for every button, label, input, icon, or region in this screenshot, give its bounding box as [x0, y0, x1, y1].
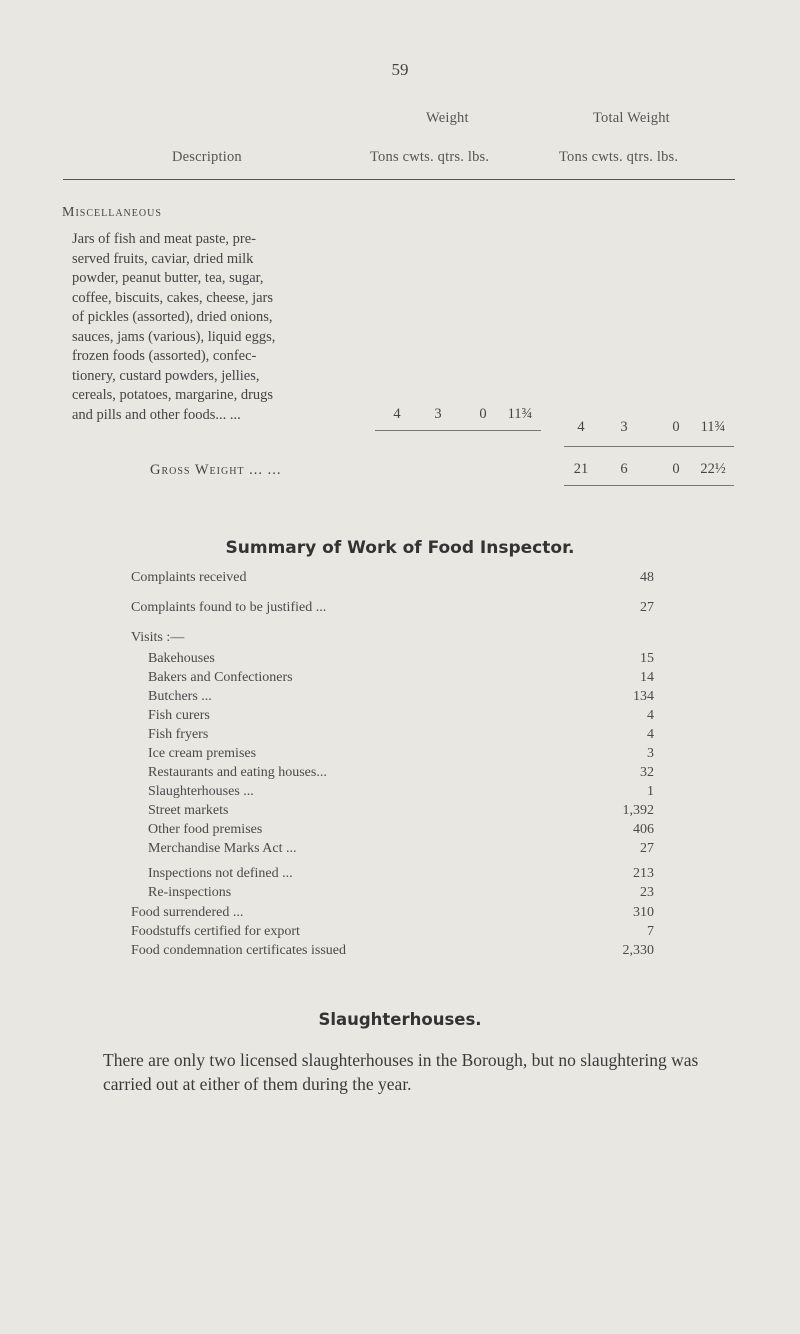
- page-number: 59: [391, 60, 409, 79]
- summary-row-value: 1: [647, 784, 654, 799]
- total-rule-top: [564, 446, 734, 447]
- summary-row-value: 27: [640, 841, 654, 856]
- summary-row-label: Food condemnation certificates issued: [131, 943, 346, 958]
- gross-weight-tons: 21: [573, 461, 589, 477]
- summary-row-label: Inspections not defined ...: [148, 866, 293, 881]
- summary-row-value: 23: [640, 885, 654, 900]
- summary-row: [0, 570, 800, 590]
- total-weight-cwts: 3: [620, 419, 628, 435]
- summary-row: [0, 746, 800, 766]
- subtotal-rule: [375, 430, 541, 431]
- summary-row-label: Slaughterhouses ...: [148, 784, 254, 799]
- summary-row: [0, 708, 800, 728]
- summary-row-label: Food surrendered ...: [131, 905, 244, 920]
- total-weight-header: Total Weight: [593, 110, 670, 126]
- summary-row: [0, 841, 800, 861]
- slaughterhouses-title: Slaughterhouses.: [318, 1010, 482, 1029]
- description-header: Description: [172, 149, 242, 165]
- description-line: frozen foods (assorted), confec-: [72, 348, 257, 364]
- summary-row-label: Visits :—: [131, 630, 185, 645]
- summary-row: [0, 651, 800, 671]
- summary-row: [0, 905, 800, 925]
- total-weight-qtrs: 0: [672, 419, 680, 435]
- weight-tons: 4: [393, 406, 401, 422]
- summary-row-label: Fish fryers: [148, 727, 209, 742]
- weight-cwts: 3: [434, 406, 442, 422]
- summary-row: [0, 630, 800, 650]
- summary-row: [0, 803, 800, 823]
- summary-row-value: 4: [647, 727, 654, 742]
- summary-row-label: Street markets: [148, 803, 229, 818]
- summary-row-label: Other food premises: [148, 822, 263, 837]
- total-weight-lbs: 11¾: [700, 419, 726, 435]
- slaughterhouses-paragraph: There are only two licensed slaughterhouses in the Borough, but no slaughtering was carried out at either of them during the year.: [103, 1050, 699, 1094]
- summary-row-value: 2,330: [622, 943, 654, 958]
- gross-weight-cwts: 6: [620, 461, 628, 477]
- weight-qtrs: 0: [479, 406, 487, 422]
- summary-row-label: Foodstuffs certified for export: [131, 924, 300, 939]
- summary-row-label: Restaurants and eating houses...: [148, 765, 327, 780]
- description-line: served fruits, caviar, dried milk: [72, 250, 254, 267]
- summary-row-label: Bakehouses: [148, 651, 215, 666]
- summary-row-label: Butchers ...: [148, 689, 212, 704]
- summary-row-label: Re-inspections: [148, 885, 232, 900]
- summary-row-label: Fish curers: [148, 708, 210, 723]
- summary-row: [0, 670, 800, 690]
- summary-row-value: 48: [640, 570, 654, 585]
- summary-row: [0, 924, 800, 944]
- description-line: cereals, potatoes, margarine, drugs: [72, 387, 274, 403]
- summary-row: [0, 885, 800, 905]
- description-line: Jars of fish and meat paste, pre-: [72, 231, 257, 247]
- header-rule: [63, 179, 735, 180]
- summary-row-label: Complaints found to be justified ...: [131, 600, 327, 615]
- description-line: sauces, jams (various), liquid eggs,: [72, 328, 276, 345]
- description-line: of pickles (assorted), dried onions,: [72, 309, 273, 325]
- gross-weight-label: Gross Weight ... ...: [150, 462, 282, 478]
- summary-row-label: Merchandise Marks Act ...: [148, 841, 297, 856]
- summary-row-value: 406: [633, 822, 654, 837]
- summary-row-value: 15: [640, 651, 654, 666]
- gross-weight-lbs: 22½: [700, 461, 726, 477]
- summary-row: [0, 784, 800, 804]
- gross-total-rule: [564, 485, 734, 486]
- summary-row: [0, 866, 800, 886]
- summary-row-value: 14: [640, 670, 654, 685]
- gross-weight-qtrs: 0: [672, 461, 680, 477]
- summary-row-value: 134: [633, 689, 654, 704]
- description-line: powder, peanut butter, tea, sugar,: [72, 270, 264, 286]
- summary-row-value: 3: [647, 746, 654, 761]
- weight-units-header: Tons cwts. qtrs. lbs.: [370, 149, 490, 165]
- summary-row-value: 213: [633, 866, 654, 881]
- total-weight-units-header: Tons cwts. qtrs. lbs.: [559, 149, 679, 165]
- summary-row-value: 4: [647, 708, 654, 723]
- summary-row: [0, 727, 800, 747]
- miscellaneous-heading: Miscellaneous: [62, 205, 162, 220]
- description-line: and pills and other foods... ...: [72, 406, 241, 423]
- summary-row-value: 27: [640, 600, 654, 615]
- summary-row-label: Ice cream premises: [148, 746, 257, 761]
- summary-row: [0, 689, 800, 709]
- description-line: tionery, custard powders, jellies,: [72, 367, 260, 384]
- summary-row-value: 1,392: [622, 803, 654, 818]
- weight-lbs: 11¾: [507, 406, 533, 422]
- summary-row-label: Bakers and Confectioners: [148, 670, 293, 685]
- weight-header: Weight: [426, 110, 469, 126]
- summary-row-label: Complaints received: [131, 570, 247, 585]
- summary-row: [0, 765, 800, 785]
- summary-row: [0, 600, 800, 620]
- summary-row-value: 7: [647, 924, 654, 939]
- summary-row: [0, 822, 800, 842]
- description-line: coffee, biscuits, cakes, cheese, jars: [72, 289, 274, 306]
- summary-title: Summary of Work of Food Inspector.: [225, 538, 575, 558]
- summary-row-value: 32: [640, 765, 654, 780]
- total-weight-tons: 4: [577, 419, 585, 435]
- summary-row: [0, 943, 800, 963]
- summary-row-value: 310: [633, 905, 654, 920]
- miscellaneous-description: [72, 230, 275, 425]
